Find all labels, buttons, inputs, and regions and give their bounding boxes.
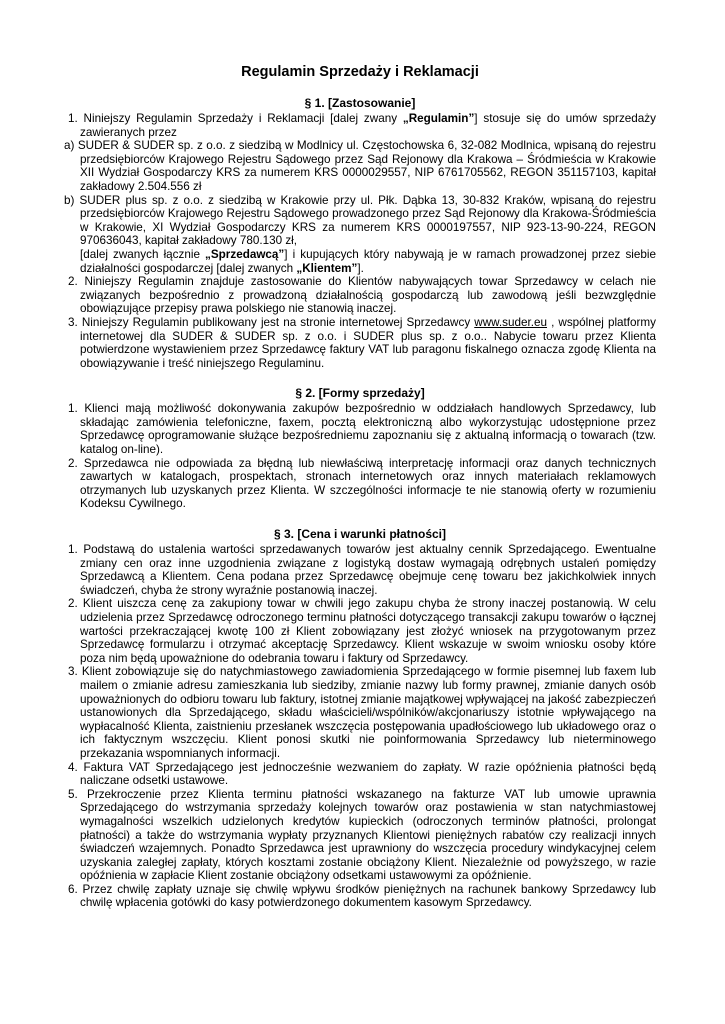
section-1-paragraph-3: 3. Niniejszy Regulamin publikowany jest na stronie internetowej Sprzedawcy www.suder.eu , wspólnej platformy internetowej dla SUDER & SUDER sp. z o.o. i SUDER plus sp. z o.o.. Nabycie towaru przez Klienta potwierdzone wystawieniem przez Sprzedawcę faktury VAT lub paragonu fiskalnego oznacza zgodę Klienta na obowiązywanie i treść niniejszego Regulaminu. <box>68 315 657 370</box>
section-1-item-a: a) SUDER & SUDER sp. z o.o. z siedzibą w Modlnicy ul. Częstochowska 6, 32-082 Modlnica, wpisaną do rejestru przedsiębiorców Krajowego Rejestru Sądowego przez Sąd Rejonowy dla Krakowa – Śródmieścia w Krakowie XII Wydział Gospodarczy KRS za numerem KRS 0000029557, NIP 6761705562, REGON 351157103, kapitał zakładowy 2.504.556 zł <box>64 139 656 193</box>
section-3-paragraph-2: 2. Klient uiszcza cenę za zakupiony towar w chwili jego zakupu chyba że strony inaczej postanowią. W celu udzielenia przez Sprzedawcę odroczonego terminu płatności dotyczącego transakcji zakupu towarów o łącznej wartości przekraczającej kwotę 100 zł Klient zobowiązany jest złożyć wniosek na przygotowanym przez Sprzedawcę formularzu i otrzymać akceptację Sprzedawcy. Klient wskazuje w swoim wniosku osoby które poza nim będą upoważnione do odebrania towaru i faktury od Sprzedawcy. <box>68 597 656 665</box>
section-2-paragraph-1: 1. Klienci mają możliwość dokonywania zakupów bezpośrednio w oddziałach handlowych Sprzedawcy, lub składając zamówienia telefoniczne, faxem, pocztą elektroniczną albo wykorzystując udostępnione przez Sprzedawcę oprogramowanie służące bezpośredniemu zapoznaniu się z aktualną informacją o towarach (tzw. katalog on-line). <box>68 402 656 457</box>
section-3-paragraph-6: 6. Przez chwilę zapłaty uznaje się chwilę wpływu środków pieniężnych na rachunek bankowy Sprzedawcy lub chwilę wpłacenia gotówki do kasy potwierdzonego dokumentem kasowym Sprzedawcy. <box>68 882 656 910</box>
section-1-item-b: b) SUDER plus sp. z o.o. z siedzibą w Krakowie przy ul. Płk. Dąbka 13, 30-832 Kraków, wpisaną do rejestru przedsiębiorców Krajowego Rejestru Sądowego prowadzonego przez Sąd Rejonowy dla Krakowa-Śródmieścia w Krakowie, XI Wydział Gospodarczy KRS za numerem KRS 0000197557, NIP 923-13-90-224, REGON 970636043, kapitał zakładowy 780.130 zł, <box>64 193 656 248</box>
section-2-paragraph-2: 2. Sprzedawca nie odpowiada za błędną lub niewłaściwą interpretację informacji oraz danych technicznych zawartych w katalogach, prospektach, stronach internetowych oraz innych materiałach reklamowych otrzymanych lub uzyskanych przez Klienta. W szczególności informacje te nie stanowią oferty w rozumieniu Kodeksu Cywilnego. <box>68 456 656 511</box>
section-3-heading: § 3. [Cena i warunki płatności] <box>273 527 447 542</box>
section-1-paragraph-2: 2. Niniejszy Regulamin znajduje zastosowanie do Klientów nabywających towar Sprzedawcy w celach nie związanych bezpośrednio z prowadzoną działalnością gospodarczą lub zawodową jeśli bezwzględnie obowiązujące przepisy prawa polskiego nie stanowią inaczej. <box>68 275 656 316</box>
section-1-definitions: [dalej zwanych łącznie „Sprzedawcą”] i kupujących który nabywają je w ramach prowadzonej przez siebie działalności gospodarczej [dalej zwanych „Klientem”]. <box>80 247 656 275</box>
section-1-heading: § 1. [Zastosowanie] <box>304 96 416 110</box>
document-page <box>64 64 656 910</box>
website-link[interactable]: www.suder.eu <box>474 315 548 329</box>
section-2-heading: § 2. [Formy sprzedaży] <box>295 386 425 401</box>
document-title: Regulamin Sprzedaży i Reklamacji <box>241 64 479 80</box>
section-3-paragraph-1: 1. Podstawą do ustalenia wartości sprzedawanych towarów jest aktualny cennik Sprzedającego. Ewentualne zmiany cen oraz inne uzgodnienia związane z logistyką dostaw wymagają odrębnych ustaleń pomiędzy Sprzedawcą a Klientem. Cena podana przez Sprzedawcę obejmuje cenę towaru bez jakichkolwiek innych świadczeń, chyba że strony wyraźnie postanowią inaczej. <box>68 543 656 597</box>
section-1-paragraph-1: 1. Niniejszy Regulamin Sprzedaży i Reklamacji [dalej zwany „Regulamin”] stosuje się do umów sprzedaży zawieranych przez <box>68 112 656 139</box>
section-3-paragraph-3: 3. Klient zobowiązuje się do natychmiastowego zawiadomienia Sprzedającego w formie pisemnej lub faxem lub mailem o zmianie adresu zamieszkania lub siedziby, zmianie nazwy lub formy prawnej, zmianie danych osób upoważnionych do odbioru towaru lub faktury, istotnej zmianie majątkowej wpływającej na jakość zabezpieczeń ustanowionych dla Sprzedającego, składu właścicieli/wspólników/akcjonariuszy istotnie wpływającego na wypłacalność Klienta, zaistnieniu przesłanek wszczęcia postępowania upadłościowego lub układowego oraz o ich faktycznym wszczęciu. Klient ponosi skutki nie poinformowania Sprzedawcy lub nieterminowego przekazania wspomnianych informacji. <box>68 665 656 760</box>
section-3-paragraph-5: 5. Przekroczenie przez Klienta terminu płatności wskazanego na fakturze VAT lub umowie uprawnia Sprzedającego do wstrzymania sprzedaży kolejnych towarów oraz postawienia w stan natychmiastowej wymagalności wszelkich udzielonych kredytów kupieckich (odroczonych terminów płatności, prolongat płatności) a także do wstrzymania wypłaty przyznanych Klientowi pieniężnych rabatów czy realizacji innych świadczeń wzajemnych. Ponadto Sprzedawca jest uprawniony do wszczęcia procedury windykacyjnej celem uzyskania zaległej zapłaty, których kosztami zostanie obciążony Klient. Niezależnie od powyższego, w razie opóźnienia w zapłacie Klient zostanie obciążony odsetkami ustawowymi za opóźnienie. <box>68 787 656 883</box>
section-3-paragraph-4: 4. Faktura VAT Sprzedającego jest jednocześnie wezwaniem do zapłaty. W razie opóźnienia płatności będą naliczane odsetki ustawowe. <box>68 760 656 788</box>
